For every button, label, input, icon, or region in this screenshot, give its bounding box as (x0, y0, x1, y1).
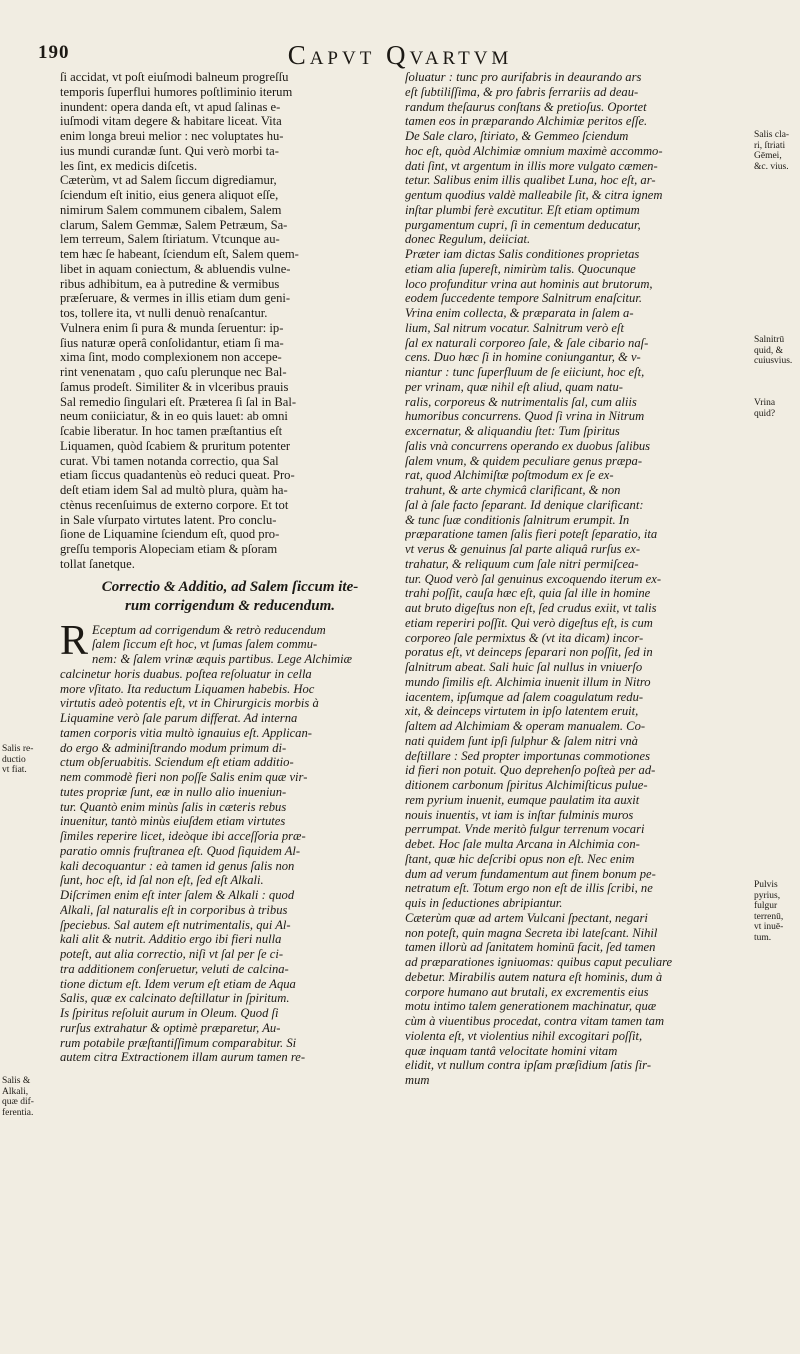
margin-note-line: cuiusvius. (754, 356, 793, 366)
margin-note-line: fulgur (754, 901, 778, 911)
text-line: præparatione tamen ſalis fieri poteſt ſeparatio, ita (405, 527, 658, 542)
text-line: Vulnera enim ſi pura & munda ſeruentur: ip- (60, 320, 284, 335)
text-line: Liquamen, quòd ſcabiem & pruritum potenter (60, 438, 291, 453)
text-line: rint venenatam , quo caſu plerunque nec Bal- (60, 365, 287, 379)
text-line: libet in aquam coniectum, & abluendis vulne- (60, 261, 291, 276)
text-line: neum coniiciatur, & in eo quis lauet: ab omni (60, 409, 288, 424)
margin-note-line: Salis re- (2, 744, 34, 754)
text-line: kali alit & nutrit. Additio ergo ibi fieri nulla (60, 932, 282, 947)
text-line: clarum, Salem Gemmæ, Salem Petræum, Sa- (60, 217, 288, 232)
text-line: iuſmodi vitam degere & habitare liceat. Vita (60, 114, 282, 129)
text-line: temporis ſuperflui humores poſtliminio iterum (60, 84, 293, 99)
text-line: Alkali, ſal naturalis eſt in corporibus à tribus (60, 902, 288, 917)
text-line: præſeruare, & vermes in illis etiam dum geni- (60, 291, 291, 306)
margin-note-line: quæ dif- (2, 1097, 34, 1107)
margin-note-left-2 (2, 1076, 34, 1118)
text-line: rat, quod Alchimiſtæ poſtmodum ex ſe ex- (405, 468, 614, 483)
margin-note-line: vt fiat. (2, 765, 27, 775)
text-line: niantur : tunc ſuperfluum de ſe eiiciunt, hoc eſt, (405, 365, 645, 379)
text-line: cens. Duo hæc ſi in homine coniungantur, & v- (405, 350, 641, 365)
text-line: poratus eſt, vt deinceps ſeparari non poſſit, ſed in (405, 645, 653, 660)
text-line: lium, Sal nitrum vocatur. Salnitrum verò eſt (405, 320, 624, 335)
text-line: corporeo ſale permixtus & (vt ita dicam) incor- (405, 630, 644, 645)
text-line: tetur. Salibus enim illis qualibet Luna, hoc eſt, ar- (405, 173, 656, 188)
text-line: nem commodè fieri non poſſe Salis enim quæ vir- (60, 770, 308, 784)
text-line: ſalem vnum, & quidem peculiare genus præpa- (405, 453, 643, 468)
text-line: cùm à viuentibus procedat, contra vitam tamen tam (405, 1014, 665, 1028)
text-line: inundent: opera danda eſt, vt apud ſalinas e- (60, 99, 281, 114)
section-heading-line-1: Correctio & Additio, ad Salem ſiccum ite- (101, 578, 359, 595)
page-header (38, 40, 762, 70)
text-line: xima ſint, modo complexionem non accepe- (60, 350, 282, 365)
text-line: tra additionem conſeruetur, veluti de calcina- (60, 961, 289, 976)
margin-note-right-3 (754, 398, 775, 419)
text-line: tutes propriæ ſunt, eæ in nullo alio inueniun- (60, 784, 287, 799)
text-line: eodem ſuccedente tempore Salnitrum enaſcitur. (405, 291, 642, 306)
text-line: nimirum Salem communem cibalem, Salem (60, 202, 282, 217)
text-line: lem terreum, Salem ſtiriatum. Vtcunque au- (60, 232, 280, 247)
text-line: nouis inuentis, vt iam is inſtar fulminis muros (405, 807, 634, 822)
text-line: ctènus recenſuimus de externo corpore. Et tot (60, 497, 289, 512)
text-line: netratum eſt. Totum ergo non eſt de illis ſcribi, ne (405, 881, 653, 896)
text-line: greſſu temporis Alopeciam etiam & pſoram (60, 542, 278, 556)
text-line: loco profunditur vrina aut hominis aut brutorum, (405, 276, 653, 291)
text-line: trahatur, & reliquum cum ſale nitri permiſcea- (405, 556, 639, 571)
text-line: tollat ſanetque. (60, 556, 135, 571)
text-line: calcinetur horis duabus. poſtea reſoluatur in cella (60, 666, 312, 681)
text-line: ſimiles reperire licet, ideòque ibi acceſſoria præ- (60, 829, 306, 843)
text-line: Vrina enim collecta, & præparata in ſalem a- (405, 306, 634, 320)
text-line: more vſitato. Ita reductum Liquamen habebis. Hoc (60, 681, 315, 696)
text-line: excernatur, & aliquandiu ſtet: Tum ſpiritus (405, 424, 620, 438)
text-line: nem: & ſalem vrinæ æquis partibus. Lege Alchimiæ (92, 652, 353, 666)
margin-note-line: vt inuē- (754, 922, 784, 932)
text-line: & tunc ſuæ conditionis ſalnitrum erumpit. In (405, 512, 630, 527)
text-line: dum ad verum fundamentum aut finem bonum pe- (405, 866, 656, 881)
text-line: tur. Quantò enim minùs ſalis in cæteris rebus (60, 799, 287, 814)
text-line: perrumpat. Vnde meritò fulgur terrenum vocari (405, 822, 645, 837)
text-line: vt verus & genuinus ſal parte aliquâ rurſus ex- (405, 542, 641, 556)
text-line: Liquamine verò ſale parum differat. Ad interna (60, 711, 298, 725)
page-number: 190 (38, 42, 70, 63)
text-line: iacentem, ipſumque ad ſalem coagulatum redu- (405, 689, 644, 704)
text-line: De Sale claro, ſtiriato, & Gemmeo ſciendum (405, 129, 629, 143)
margin-note-line: ferentia. (2, 1107, 34, 1118)
text-line: Sal remedio ſingulari eſt. Præterea ſi ſal in Bal- (60, 394, 297, 409)
text-line: debetur. Mirabilis autem natura eſt hominis, dum à (405, 969, 663, 984)
text-line: ſi accidat, vt poſt eiuſmodi balneum progreſſu (60, 70, 289, 84)
text-line: do ergo & adminiſtrando modum primum di- (60, 740, 287, 755)
text-line: gentum quodius valdè malleabile ſit, & citra ignem (405, 188, 663, 202)
text-line: inſtar plumbi ferè excutitur. Eſt etiam optimum (405, 202, 640, 217)
text-line: Cæterùm, vt ad Salem ſiccum digrediamur, (60, 173, 277, 188)
text-line: donec Regulum, deiiciat. (405, 232, 531, 247)
text-line: in Sale vſurpato virtutes latent. Pro conclu- (60, 512, 277, 527)
text-line: virtutis adeò potentis eſt, vt in Chirurgicis morbis à (60, 696, 319, 711)
text-line: deſt etiam idem Sal ad multò plura, quàm ha- (60, 483, 288, 497)
text-line: motu intimo talem generationem machinatur, quæ (405, 999, 657, 1014)
text-line: violenta eſt, vt violentius nihil excogitari poſſit, (405, 1028, 643, 1043)
margin-note-left-1 (2, 744, 33, 776)
left-column (60, 70, 400, 1065)
text-line: poteſt, aut alia correctio, niſi vt ſal per ſe ci- (60, 947, 284, 961)
margin-note-right-2 (754, 335, 792, 367)
text-line: ſcabie liberatur. In hoc tamen præſtantius eſt (60, 424, 283, 438)
text-line: ſione de Liquamine ſciendum eſt, quod pro- (60, 527, 280, 542)
text-line: non poteſt, quin magna Secreta ibi lateſcant. Nihil (405, 925, 658, 940)
margin-note-line: pyrius, (754, 890, 781, 901)
text-line: nati quidem ſunt ipſi ſulphur & ſalem nitri vnà (405, 733, 638, 748)
text-line: aut bruto digeſtus non eſt, ſed crudus exiit, vt talis (405, 601, 657, 615)
right-column-text (405, 70, 751, 1088)
margin-note-right-1 (754, 130, 789, 172)
text-line: humoribus concurrens. Quod ſi vrina in Nitrum (405, 409, 645, 424)
text-line: Cæterùm quæ ad artem Vulcani ſpectant, negari (405, 910, 648, 925)
text-line: ſoluatur : tunc pro aurifabris in deaurando ars (405, 70, 642, 84)
text-line: inuenitur, tantò minùs eiuſdem etiam virtutes (60, 814, 286, 829)
section-heading-line-2: rum corrigendum & reducendum. (124, 598, 336, 614)
text-line: ſtant, quæ hic deſcribi opus non eſt. Nec enim (405, 851, 635, 866)
margin-note-line: Pulvis (754, 880, 778, 890)
text-line: etiam ſiccus quadantenùs eò reduci queat. Pro- (60, 468, 295, 483)
text-line: ditionem carbonum ſpiritus Alchimiſticus pulue- (405, 778, 648, 792)
text-line: ſalis vnà concurrens operando ex duobus ſalibus (405, 438, 651, 453)
text-line: tamen eos in præparando Alchimiæ peritos eſſe. (405, 114, 648, 129)
drop-cap: R (60, 617, 89, 664)
text-line: randum theſaurus conſtans & pretioſus. Oportet (405, 99, 647, 114)
text-line: ſaltem ad Alchimiam & operam manualem. Co- (405, 719, 646, 733)
text-line: etiam reperiri poſſit. Qui verò digeſtus eſt, is cum (405, 615, 653, 630)
text-line: ſalnitrum abeat. Sali huic ſal nullus in vniuerſo (405, 660, 643, 674)
margin-note-line: Salnitrū (754, 335, 785, 345)
text-line: ribus adhibitum, ea à putredine & vermibus (60, 276, 280, 291)
text-line: tem hæc ſe habeant, ſciendum eſt, Salem quem- (60, 247, 299, 261)
text-line: kali decoquantur : eà tamen id genus ſalis non (60, 858, 295, 873)
text-line: tamen corporis vitia multò ignauius eſt. Applican- (60, 725, 312, 740)
text-line: corpore humano aut brutali, ex excrementis eius (405, 984, 649, 999)
text-line: trahunt, & arte chymicâ clarificant, & non (405, 483, 621, 497)
text-line: quæ inquam tantâ velocitate homini vitam (405, 1043, 618, 1058)
text-line: tamen illorù ad ſanitatem hominū facit, ſed tamen (405, 940, 656, 955)
text-line: tione dictum eſt. Idem verum eſt etiam de Aqua (60, 976, 296, 991)
right-column (405, 70, 751, 1088)
margin-note-right-4 (754, 880, 783, 943)
text-line: Præter iam dictas Salis conditiones proprietas (405, 247, 640, 261)
text-line: deſtillare : Sed propter importunas commotiones (405, 748, 650, 763)
margin-note-line: Salis cla- (754, 130, 790, 140)
margin-note-line: tum. (754, 932, 772, 943)
text-line: ralis, corporeus & nutrimentalis ſal, cum aliis (405, 394, 637, 409)
margin-note-line: quid, & (754, 345, 784, 356)
text-line: ad præparationes igniuomas: quibus caput peculiare (405, 955, 673, 969)
left-column-text (60, 70, 400, 572)
text-line: ſal à ſale facto ſeparant. Id denique clarificant: (405, 497, 644, 512)
text-line: ctum obſeruabitis. Sciendum eſt etiam additio- (60, 755, 294, 770)
text-line: les ſint, ex medicis diſcetis. (60, 158, 198, 173)
text-line: ſciendum eſt initio, eius genera aliquot eſſe, (60, 188, 279, 202)
text-line: purgamentum cupri, ſi in cementum deducatur, (405, 217, 641, 232)
text-line: paratio omnis fruſtranea eſt. Quod ſiquidem Al- (60, 843, 301, 858)
text-line: rem pyrium inuenit, eumque paulatim ita auxit (405, 792, 640, 807)
text-line: mundo ſimilis eſt. Alchimia inuenit illum in Nitro (405, 674, 651, 689)
text-line: eſt ſubtiliſſima, & pro fabris ferrariis ad deau- (405, 84, 639, 99)
margin-note-line: ductio (2, 754, 26, 765)
text-line: ſamus prodeſt. Similiter & in vlceribus prauis (60, 379, 289, 394)
text-line: hoc eſt, quòd Alchimiæ omnium maximè accommo- (405, 143, 663, 158)
margin-note-line: Gēmei, (754, 151, 782, 161)
text-line: enim longa breui melior : nec voluptates hu- (60, 129, 284, 143)
text-line: dati ſint, vt argentum in illis more vulgato cæmen- (405, 158, 658, 173)
running-head: Capvt Qvartvm (287, 40, 513, 70)
text-line: rum potabile præſtantiſſimum comparabitur. Si (60, 1035, 297, 1050)
correction-paragraph (60, 617, 400, 1066)
text-line: Eceptum ad corrigendum & retrò reducendum (92, 622, 326, 637)
margin-note-line: &c. vius. (754, 161, 789, 172)
margin-note-line: terrenū, (754, 911, 784, 922)
margin-note-line: ri, ſtriati (754, 140, 786, 151)
text-line: debet. Hoc ſale multa Arcana in Alchimia con- (405, 837, 640, 851)
text-line: id fieri non potuit. Quo deprehenſo poſteà per ad- (405, 763, 656, 778)
text-line: elidit, vt nullum contra ipſam præſidium ſatis ſir- (405, 1058, 652, 1073)
text-line: trahi poſſit, cauſa hæc eſt, quia ſal ille in homine (405, 586, 651, 601)
text-line: mum (405, 1073, 430, 1087)
text-line: ſius naturæ operâ conſolidantur, etiam ſi ma- (60, 335, 284, 350)
text-line: curat. Vbi tamen notanda correctio, qua Sal (60, 453, 279, 468)
text-line: Is ſpiritus reſoluit aurum in Oleum. Quod ſi (60, 1006, 279, 1020)
text-line: Diſcrimen enim eſt inter ſalem & Alkali : quod (60, 888, 295, 902)
text-line: quis in ſeductiones abripiantur. (405, 896, 563, 910)
text-line: rurſus extrahatur & optimè præparetur, Au- (60, 1020, 281, 1035)
margin-note-line: Vrina (754, 398, 776, 408)
text-line: ſalem ſiccum eſt hoc, vt ſumas ſalem commu- (92, 637, 318, 652)
text-line: tur. Quod verò ſal genuinus excoquendo iterum ex- (405, 571, 662, 586)
margin-note-line: Salis & (2, 1076, 31, 1086)
margin-note-line: Alkali, (2, 1086, 29, 1097)
text-line: Salis, quæ ex calcinato deſtillatur in ſpiritum. (60, 991, 290, 1006)
text-line: tos, tollere ita, vt nulli denuò renaſcantur. (60, 306, 268, 320)
text-line: etiam alia ſupereſt, nimirùm talis. Quocunque (405, 261, 636, 276)
text-line: per vrinam, quæ nihil eſt aliud, quam natu- (405, 379, 623, 394)
text-line: ſal ex naturali corporeo ſale, & ſale cibario naſ- (405, 335, 649, 350)
text-line: ſpeciebus. Sal autem eſt nutrimentalis, qui Al- (60, 917, 291, 932)
text-line: autem citra Extractionem illam aurum tamen re- (60, 1050, 306, 1065)
text-line: ſunt, hoc eſt, id ſal non eſt, ſed eſt Alkali. (60, 873, 264, 888)
margin-note-line: quid? (754, 408, 776, 419)
text-line: ius mundi curandæ ſunt. Qui verò morbi ta- (60, 143, 279, 158)
text-line: xit, & deinceps virtutem in ipſo latentem eruit, (405, 704, 639, 719)
